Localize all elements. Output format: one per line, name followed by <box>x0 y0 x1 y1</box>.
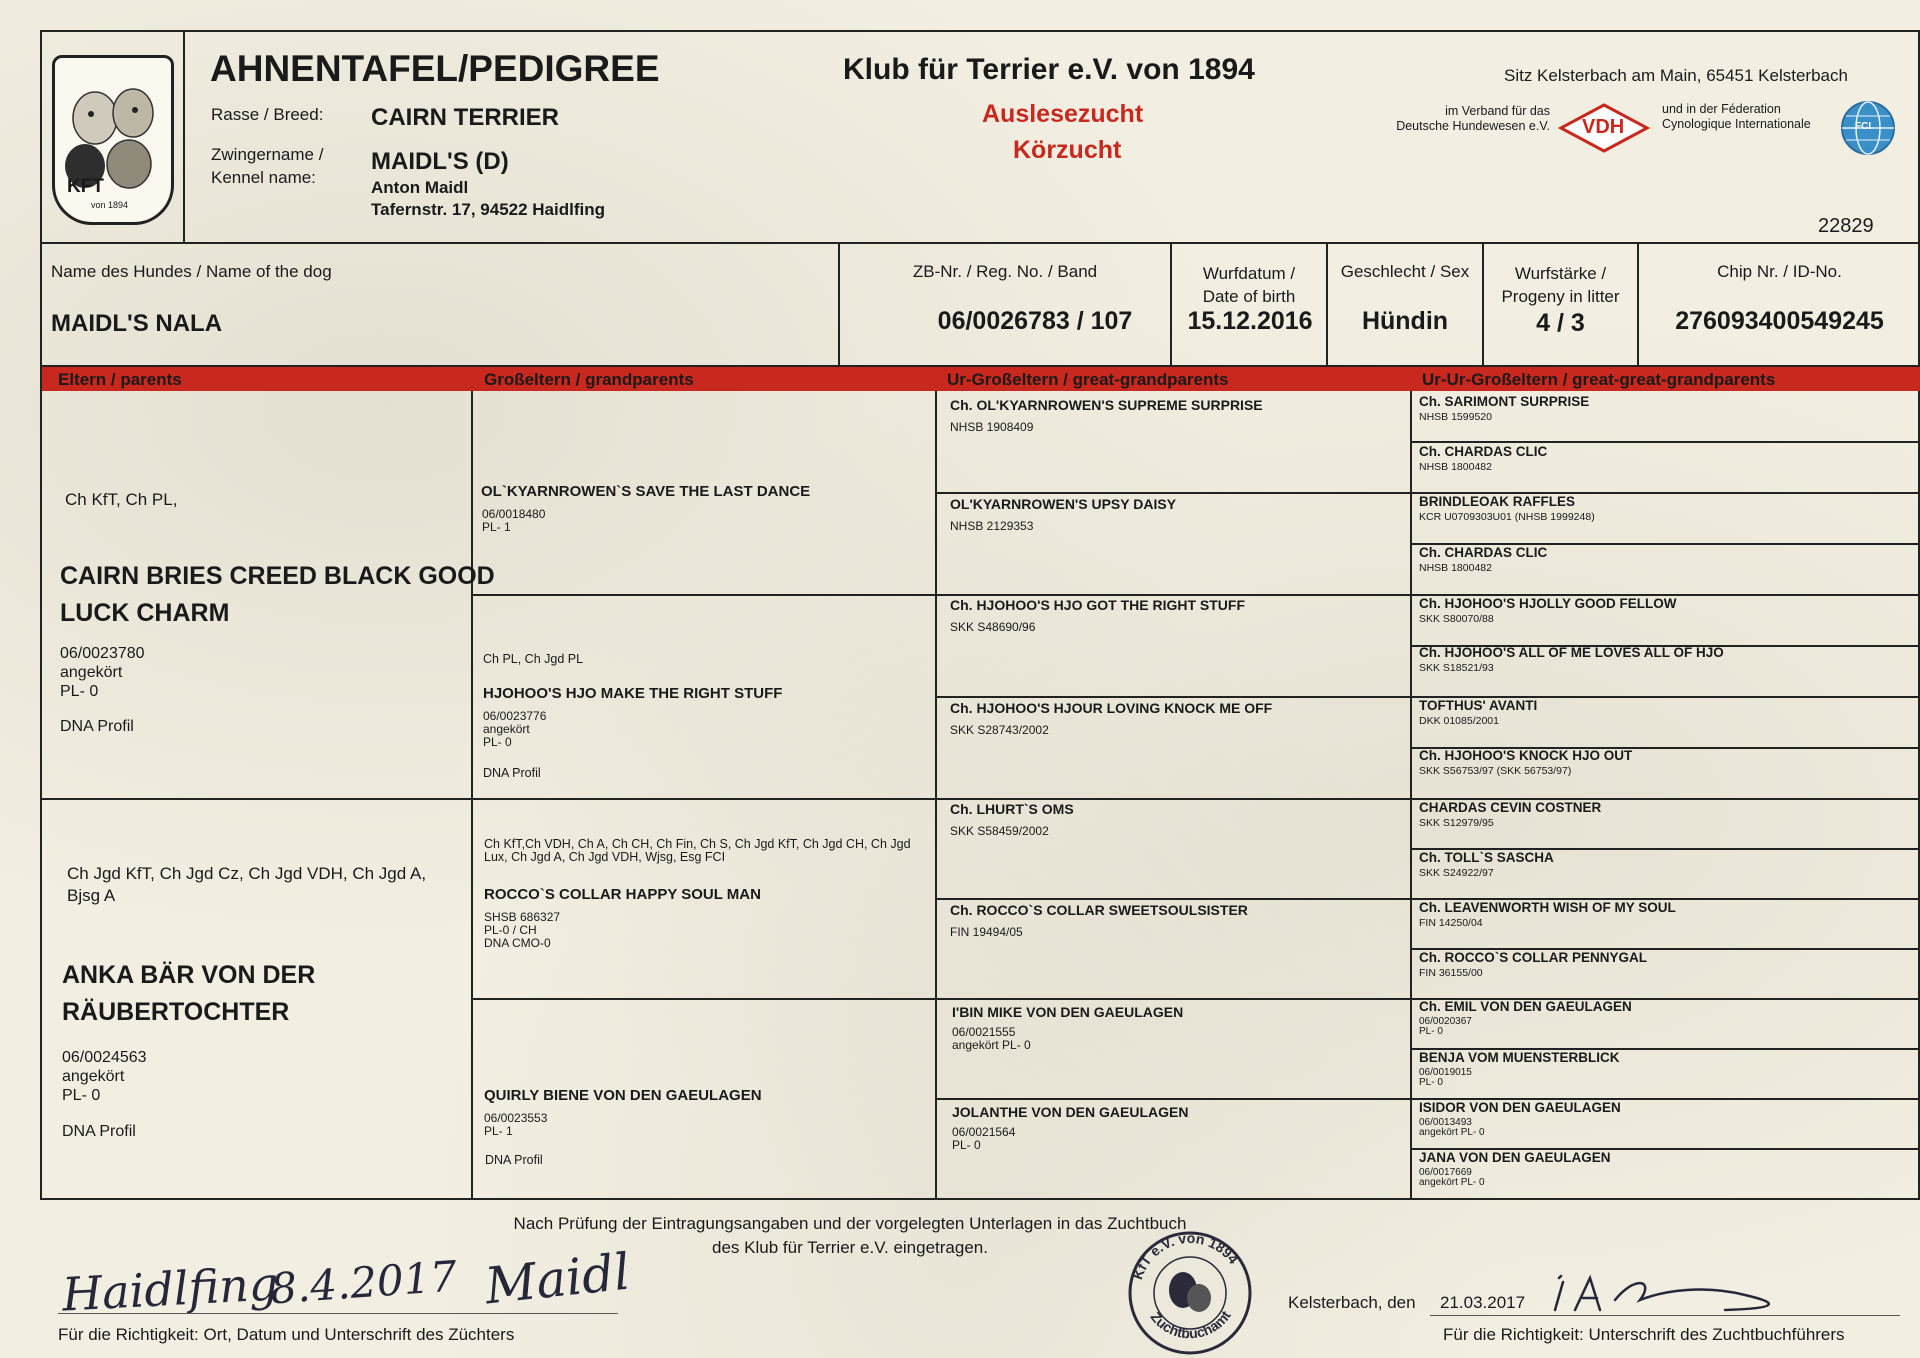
grandparent-3-titles: Ch KfT,Ch VDH, Ch A, Ch CH, Ch Fin, Ch S, Ch Jgd KfT, Ch Jgd CH, Ch Jgd Lux, Ch Jgd A, Ch Jgd VDH, Wjsg, Esg FCI <box>484 837 911 864</box>
dog-row-sep <box>838 242 840 366</box>
great-grandparent-detail: SKK S58459/2002 <box>950 824 1049 838</box>
sire-detail: 06/0023780 <box>60 645 145 662</box>
litter-label-line: Progeny in litter <box>1501 287 1620 306</box>
grandparent-detail: PL- 0 <box>483 735 512 749</box>
dam-detail: 06/0024563 <box>62 1049 147 1066</box>
gg-grandparent-8 <box>1419 748 1632 777</box>
breeder-signature-name: Maidl <box>482 1242 633 1316</box>
breed-label: Rasse / Breed: <box>211 105 324 124</box>
dog-row-sep <box>1637 242 1639 366</box>
dog-name: MAIDL'S NALA <box>51 310 223 337</box>
reg-label: ZB-Nr. / Reg. No. / Band <box>912 262 1098 281</box>
gg-grandparent-detail: angekört PL- 0 <box>1419 1177 1485 1188</box>
breeder-signature-date: 8.4.2017 <box>268 1251 459 1314</box>
gg-grandparent-detail: 06/0019015 <box>1419 1067 1472 1078</box>
grandparent-detail: angekört <box>483 722 530 736</box>
gg-grandparent-detail: SKK S80070/88 <box>1419 613 1494 625</box>
grandparent-1-name: OL`KYARNROWEN`S SAVE THE LAST DANCE <box>481 483 811 500</box>
dam-name <box>62 957 315 1031</box>
breed-value: CAIRN TERRIER <box>371 104 560 131</box>
chip-value: 276093400549245 <box>1675 307 1884 335</box>
gg-grandparent-13 <box>1419 999 1632 1037</box>
grandparent-detail: 06/0018480 <box>482 507 546 521</box>
registry-date: 21.03.2017 <box>1440 1293 1526 1312</box>
dam-titles-line: Bjsg A <box>67 886 116 905</box>
gg-grandparent-detail: 06/0013493 <box>1419 1117 1472 1128</box>
registration-note-line: Nach Prüfung der Eintragungsangaben und der vorgelegten Unterlagen in das Zuchtbuch <box>513 1214 1187 1233</box>
gg-grandparent-name: Ch. CHARDAS CLIC <box>1419 444 1548 459</box>
vdh-text-line: im Verband für das <box>1445 104 1550 118</box>
great-grandparent-detail: SKK S28743/2002 <box>950 723 1049 737</box>
gg-grandparent-detail: FIN 14250/04 <box>1419 917 1483 929</box>
sire-titles: Ch KfT, Ch PL, <box>65 490 178 509</box>
grandparent-4-dna: DNA Profil <box>485 1153 543 1167</box>
kennel-value: MAIDL'S (D) <box>371 148 509 175</box>
grandparent-2-titles: Ch PL, Ch Jgd PL <box>483 652 584 666</box>
dam-details <box>62 1048 147 1105</box>
gg-grandparent-4 <box>1419 545 1547 574</box>
great-grandparent-detail: NHSB 1908409 <box>950 420 1034 434</box>
vdh-text <box>1375 104 1550 134</box>
grid-col-sep <box>1410 391 1412 1200</box>
litter-label-line: Wurfstärke / <box>1514 264 1607 283</box>
stamp-bottom-text: Zuchtbuchamt <box>1147 1307 1234 1342</box>
grandparent-detail: DNA CMO-0 <box>484 936 551 950</box>
great-grandparent-detail: 06/0021555 <box>952 1025 1016 1039</box>
dam-name-line: ANKA BÄR VON DER <box>62 961 316 989</box>
auslesezucht-label: Auslesezucht <box>982 100 1144 128</box>
svg-text:Zuchtbuchamt <box>1148 1307 1234 1341</box>
page-title: AHNENTAFEL/PEDIGREE <box>210 48 660 89</box>
document-number: 22829 <box>1818 215 1874 237</box>
great-grandparent-name: I'BIN MIKE VON DEN GAEULAGEN <box>952 1004 1184 1020</box>
gg-grandparent-10 <box>1419 850 1554 879</box>
sire-details <box>60 644 145 701</box>
grandparent-4-details <box>484 1112 547 1138</box>
generation-header-bar <box>42 367 1920 391</box>
great-grandparent-6 <box>950 902 1248 939</box>
great-grandparent-detail: angekört PL- 0 <box>952 1038 1031 1052</box>
gg-grandparent-detail: SKK S24922/97 <box>1419 867 1494 879</box>
gg-grandparent-name: CHARDAS CEVIN COSTNER <box>1419 800 1602 815</box>
gg-grandparent-name: Ch. HJOHOO'S HJOLLY GOOD FELLOW <box>1419 596 1677 611</box>
gg-grandparent-name: Ch. LEAVENWORTH WISH OF MY SOUL <box>1419 900 1676 915</box>
great-grandparent-detail: 06/0021564 <box>952 1125 1016 1139</box>
gg-grandparent-name: Ch. EMIL VON DEN GAEULAGEN <box>1419 999 1632 1014</box>
litter-label <box>1484 262 1637 308</box>
gg-grandparent-6 <box>1419 645 1724 674</box>
grandparent-3-details <box>484 911 560 950</box>
great-grandparent-4 <box>950 700 1272 737</box>
breeder-signature-place: Haidlfing <box>60 1256 280 1322</box>
gg-grandparent-name: ISIDOR VON DEN GAEULAGEN <box>1419 1100 1621 1115</box>
great-grandparent-name: JOLANTHE VON DEN GAEULAGEN <box>952 1104 1189 1120</box>
vdh-text-line: Deutsche Hundewesen e.V. <box>1396 119 1550 133</box>
great-grandparent-name: Ch. LHURT`S OMS <box>950 801 1074 817</box>
great-grandparent-3 <box>950 597 1245 634</box>
registrar-signature-icon <box>1545 1270 1795 1320</box>
gg-grandparent-9 <box>1419 800 1601 829</box>
gg-grandparent-detail: NHSB 1599520 <box>1419 411 1492 423</box>
grid-row-sep <box>935 1098 1412 1100</box>
dob-value: 15.12.2016 <box>1187 307 1313 335</box>
gg-grandparent-detail: NHSB 1800482 <box>1419 461 1492 473</box>
sex-label: Geschlecht / Sex <box>1340 262 1470 281</box>
gg-grandparent-detail: FIN 36155/00 <box>1419 967 1483 979</box>
gg-grandparent-detail: NHSB 1800482 <box>1419 562 1492 574</box>
grandparent-3-name: ROCCO`S COLLAR HAPPY SOUL MAN <box>484 886 761 903</box>
grandparent-detail: PL- 1 <box>484 1124 513 1138</box>
grid-row-sep <box>935 798 1412 800</box>
grid-row-sep <box>935 998 1412 1000</box>
sire-name-line: CAIRN BRIES CREED BLACK GOOD <box>60 562 495 590</box>
gg-grandparent-name: JANA VON DEN GAEULAGEN <box>1419 1150 1611 1165</box>
sire-name-line: LUCK CHARM <box>60 599 230 627</box>
grid-col-sep <box>471 391 473 1200</box>
gg-grandparent-5 <box>1419 596 1676 625</box>
grid-row-sep <box>935 492 1412 494</box>
gg-grandparent-name: Ch. HJOHOO'S ALL OF ME LOVES ALL OF HJO <box>1419 645 1724 660</box>
grandparent-detail: PL-0 / CH <box>484 923 537 937</box>
gg-grandparent-detail: PL- 0 <box>1419 1026 1443 1037</box>
kennel-label-2: Kennel name: <box>211 168 316 187</box>
breeder-signature-line <box>58 1313 618 1314</box>
col-great-grandparents: Ur-Großeltern / great-grandparents <box>947 370 1229 389</box>
grid-row-sep <box>1410 441 1920 443</box>
dam-dna: DNA Profil <box>62 1123 136 1140</box>
fci-logo-text: FCI <box>1855 121 1872 132</box>
gg-grandparent-detail: SKK S18521/93 <box>1419 662 1494 674</box>
chip-label: Chip Nr. / ID-No. <box>1717 262 1842 281</box>
club-seat: Sitz Kelsterbach am Main, 65451 Kelsterbach <box>1504 66 1848 85</box>
zuchtbuch-stamp-icon <box>1125 1228 1255 1358</box>
koerzucht-label: Körzucht <box>1013 136 1122 164</box>
kft-logo-text: KFT <box>67 176 104 197</box>
great-grandparent-2 <box>950 496 1176 533</box>
gg-grandparent-detail: KCR U0709303U01 (NHSB 1999248) <box>1419 511 1595 523</box>
grandparent-detail: 06/0023776 <box>483 709 547 723</box>
gg-grandparent-15 <box>1419 1100 1621 1138</box>
grandparent-4-name: QUIRLY BIENE VON DEN GAEULAGEN <box>484 1087 762 1104</box>
gg-grandparent-7 <box>1419 698 1537 727</box>
club-name: Klub für Terrier e.V. von 1894 <box>843 53 1255 86</box>
grandparent-detail: 06/0023553 <box>484 1111 548 1125</box>
owner-address: Tafernstr. 17, 94522 Haidlfing <box>371 200 605 219</box>
gg-grandparent-3 <box>1419 494 1595 523</box>
gg-grandparent-detail: PL- 0 <box>1419 1077 1443 1088</box>
gg-grandparent-detail: DKK 01085/2001 <box>1419 715 1499 727</box>
sire-dna: DNA Profil <box>60 718 134 735</box>
fci-text <box>1662 102 1811 132</box>
gg-grandparent-16 <box>1419 1150 1611 1188</box>
great-grandparent-5 <box>950 801 1074 838</box>
gg-grandparent-detail: 06/0020367 <box>1419 1016 1472 1027</box>
gg-grandparent-name: Ch. HJOHOO'S KNOCK HJO OUT <box>1419 748 1633 763</box>
great-grandparent-detail: FIN 19494/05 <box>950 925 1023 939</box>
sex-value: Hündin <box>1361 307 1449 335</box>
gg-grandparent-detail: angekört PL- 0 <box>1419 1127 1485 1138</box>
great-grandparent-8 <box>952 1104 1188 1152</box>
dam-titles <box>67 863 426 907</box>
grid-col-sep <box>935 391 937 1200</box>
fci-text-line: Cynologique Internationale <box>1662 117 1811 131</box>
great-grandparent-name: Ch. HJOHOO'S HJOUR LOVING KNOCK ME OFF <box>950 700 1273 716</box>
kft-logo-subtext: von 1894 <box>91 200 129 210</box>
gg-grandparent-name: Ch. SARIMONT SURPRISE <box>1419 394 1590 409</box>
litter-value: 4 / 3 <box>1536 309 1585 337</box>
kft-logo <box>52 55 174 225</box>
dog-name-label: Name des Hundes / Name of the dog <box>51 262 332 281</box>
grid-row-sep <box>471 798 937 800</box>
dob-label <box>1172 262 1326 308</box>
reg-number: 06/0026783 / 107 <box>937 307 1133 335</box>
dam-detail: PL- 0 <box>62 1087 101 1104</box>
breeder-caption: Für die Richtigkeit: Ort, Datum und Unterschrift des Züchters <box>58 1325 515 1344</box>
col-great-great-grandparents: Ur-Ur-Großeltern / great-great-grandparents <box>1422 370 1776 389</box>
gg-grandparent-name: BENJA VOM MUENSTERBLICK <box>1419 1050 1620 1065</box>
registry-place-label: Kelsterbach, den <box>1288 1293 1416 1312</box>
gg-grandparent-12 <box>1419 950 1647 979</box>
dog-row-sep <box>1326 242 1328 366</box>
kennel-label-1: Zwingername / <box>211 145 324 164</box>
gg-grandparent-name: Ch. ROCCO`S COLLAR PENNYGAL <box>1419 950 1647 965</box>
great-grandparent-1 <box>950 397 1263 434</box>
col-grandparents: Großeltern / grandparents <box>484 370 694 389</box>
great-grandparent-detail: PL- 0 <box>952 1138 981 1152</box>
registrar-caption: Für die Richtigkeit: Unterschrift des Zuchtbuchführers <box>1443 1325 1845 1344</box>
dam-titles-line: Ch Jgd KfT, Ch Jgd Cz, Ch Jgd VDH, Ch Jgd A, <box>67 864 427 883</box>
col-parents: Eltern / parents <box>58 370 182 389</box>
grid-row-sep <box>40 798 472 800</box>
gg-grandparent-11 <box>1419 900 1676 929</box>
dob-label-line: Date of birth <box>1202 287 1296 306</box>
grandparent-2-name: HJOHOO'S HJO MAKE THE RIGHT STUFF <box>483 685 783 702</box>
great-grandparent-name: Ch. OL'KYARNROWEN'S SUPREME SURPRISE <box>950 397 1263 413</box>
grandparent-detail: PL- 1 <box>482 520 511 534</box>
gg-grandparent-detail: SKK S56753/97 (SKK 56753/97) <box>1419 765 1572 777</box>
sire-detail: PL- 0 <box>60 683 99 700</box>
grid-row-sep <box>935 696 1412 698</box>
great-grandparent-name: OL'KYARNROWEN'S UPSY DAISY <box>950 496 1177 512</box>
owner-name: Anton Maidl <box>371 178 469 197</box>
gg-grandparent-1 <box>1419 394 1589 423</box>
great-grandparent-detail: SKK S48690/96 <box>950 620 1036 634</box>
great-grandparent-name: Ch. HJOHOO'S HJO GOT THE RIGHT STUFF <box>950 597 1246 613</box>
dob-label-line: Wurfdatum / <box>1202 264 1296 283</box>
gg-grandparent-name: Ch. CHARDAS CLIC <box>1419 545 1548 560</box>
gg-grandparent-name: TOFTHUS' AVANTI <box>1419 698 1538 713</box>
great-grandparent-name: Ch. ROCCO`S COLLAR SWEETSOULSISTER <box>950 902 1248 918</box>
vdh-logo-text: VDH <box>1582 116 1625 138</box>
gg-grandparent-detail: 06/0017669 <box>1419 1167 1472 1178</box>
gg-grandparent-name: BRINDLEOAK RAFFLES <box>1419 494 1575 509</box>
logo-divider <box>183 30 185 242</box>
registration-note-line: des Klub für Terrier e.V. eingetragen. <box>712 1238 988 1257</box>
sire-detail: angekört <box>60 664 123 681</box>
grid-row-sep <box>471 998 937 1000</box>
gg-grandparent-2 <box>1419 444 1547 473</box>
grandparent-detail: SHSB 686327 <box>484 910 561 924</box>
gg-grandparent-14 <box>1419 1050 1620 1088</box>
fci-text-line: und in der Féderation <box>1662 102 1781 116</box>
gg-grandparent-name: Ch. TOLL`S SASCHA <box>1419 850 1554 865</box>
dam-detail: angekört <box>62 1068 125 1085</box>
grandparent-1-details <box>482 508 545 534</box>
great-grandparent-7 <box>952 1004 1183 1052</box>
dam-name-line: RÄUBERTOCHTER <box>62 998 290 1026</box>
gg-grandparent-detail: SKK S12979/95 <box>1419 817 1494 829</box>
grandparent-2-details <box>483 710 546 749</box>
stamp-top-text: KfT e.V. von 1894 <box>1129 1229 1242 1282</box>
grid-row-sep <box>935 594 1412 596</box>
sire-name <box>60 558 495 632</box>
grandparent-2-dna: DNA Profil <box>483 766 541 780</box>
grid-row-sep <box>935 898 1412 900</box>
great-grandparent-detail: NHSB 2129353 <box>950 519 1034 533</box>
grid-row-sep <box>471 594 937 596</box>
